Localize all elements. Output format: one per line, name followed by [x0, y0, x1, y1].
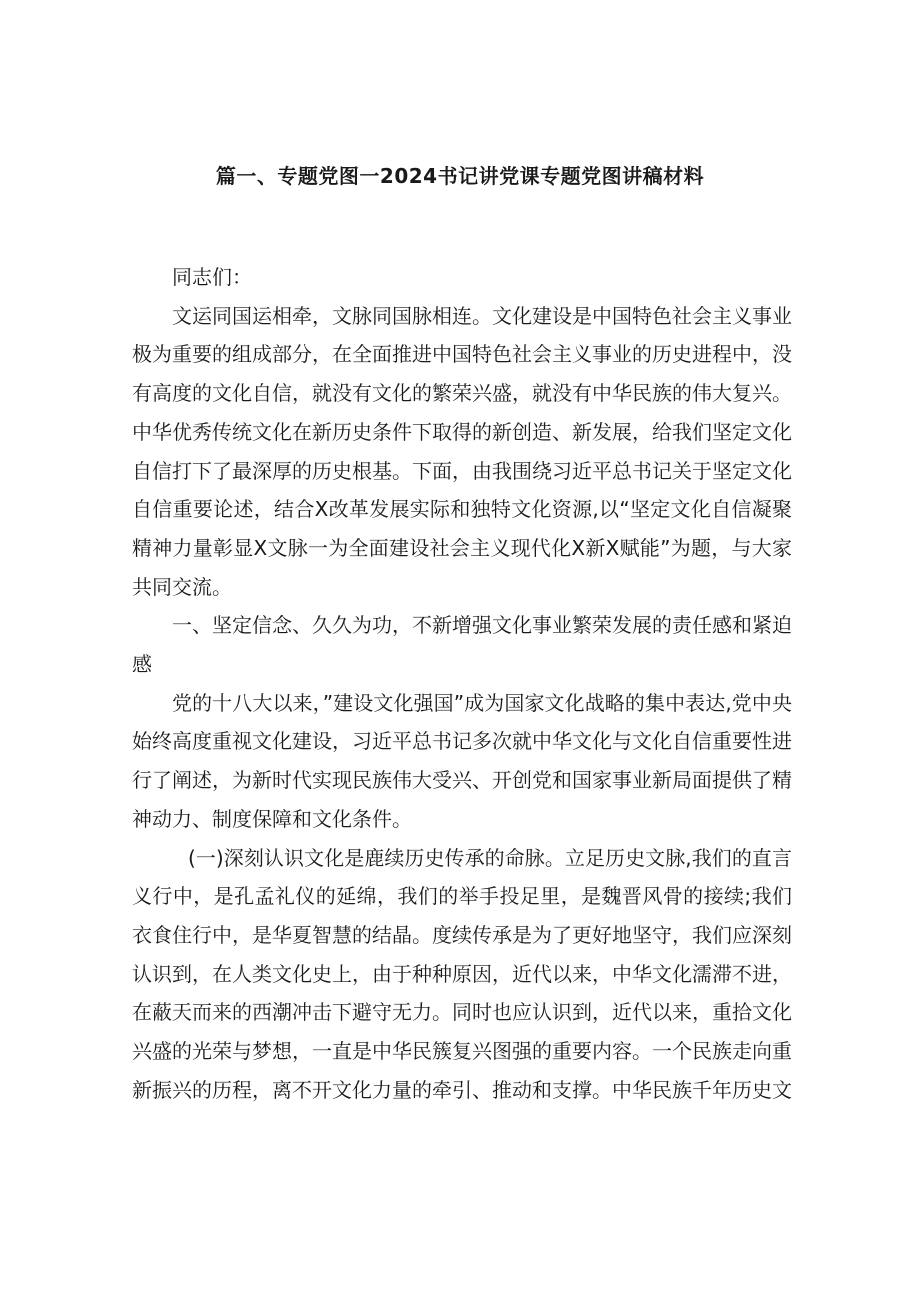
section-heading-one: 一、坚定信念、久久为功，不新增强文化事业繁荣发展的责任感和紧迫感	[132, 613, 792, 677]
intro-paragraph: 文运同国运相牵，文脉同国脉相连。文化建设是中国特色社会主义事业极为重要的组成部分，在全面推进中国特色社会主义事业的历史进程中，没有高度的文化自信，就没有文化的繁荣兴盛，就没有中华民族的伟大复兴。中华优秀传统文化在新历史条件下取得的新创造、新发展，给我们坚定文化自信打下了最深厚的历史根基。下面，由我围绕习近平总书记关于坚定文化自信重要论述，结合X改革发展实际和独特文化资源,以“坚定文化自信凝聚精神力量彰显X文脉一为全面建设社会主义现代化X新X赋能”为题，与大家共同交流。	[132, 303, 792, 599]
document-title: 篇一、专题党图一2024书记讲党课专题党图讲稿材料	[215, 164, 705, 188]
document-body	[132, 258, 792, 1109]
body-paragraph: 党的十八大以来，”建设文化强国”成为国家文化战略的集中表达,党中央始终高度重视文化建设，习近平总书记多次就中华文化与文化自信重要性进行了阐述，为新时代实现民族伟大受兴、开创党和国家事业新局面提供了精神动力、制度保障和文化条件。	[132, 690, 792, 831]
salutation-paragraph: 同志们：	[172, 265, 252, 289]
subsection-paragraph-one: (一)深刻认识文化是鹿续历史传承的命脉。立足历史文脉,我们的直言义行中，是孔孟礼仪的延绵，我们的举手投足里，是魏晋风骨的接续;我们衣食住行中，是华夏智慧的结晶。度续传承是为了更好地坚守，我们应深刻认识到，在人类文化史上，由于种种原因，近代以来，中华文化濡滞不进，在蔽天而来的西潮冲击下避守无力。同时也应认识到，近代以来，重拾文化兴盛的光荣与梦想，一直是中华民簇复兴图强的重要内容。一个民族走向重新振兴的历程，离不开文化力量的牵引、推动和支撑。中华民族千年历史文	[132, 845, 792, 1102]
